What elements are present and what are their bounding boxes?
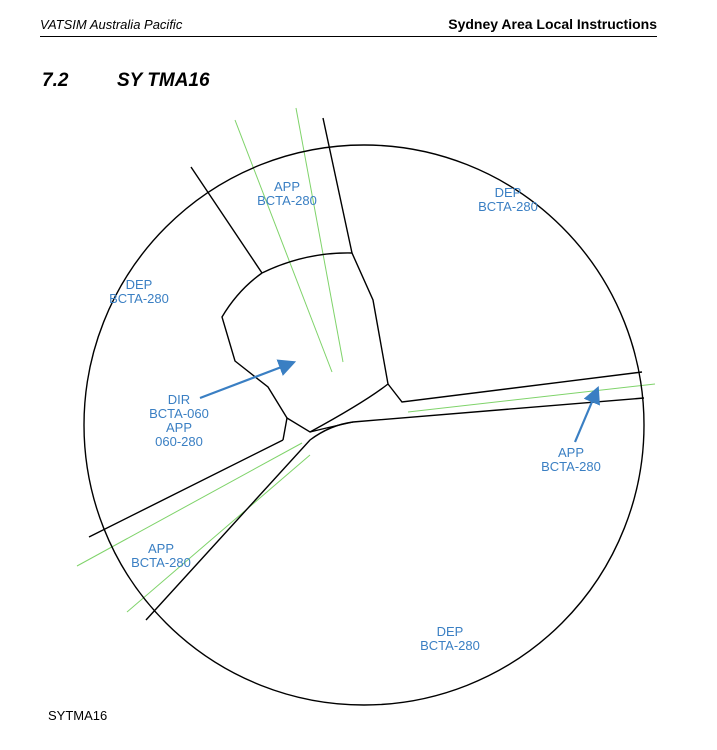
header-organisation: VATSIM Australia Pacific bbox=[40, 17, 183, 32]
section-title: SY TMA16 bbox=[117, 70, 210, 91]
sector-dep-northeast bbox=[478, 185, 538, 214]
boundary-line bbox=[146, 422, 353, 620]
sector-label: DEP bbox=[436, 624, 464, 639]
sector-app-north bbox=[257, 179, 317, 208]
boundary-line bbox=[89, 440, 283, 537]
sector-label: DIR bbox=[167, 392, 191, 407]
sector-dep-south bbox=[420, 624, 480, 653]
sector-label: DEP bbox=[494, 185, 522, 200]
sector-label: BCTA-280 bbox=[109, 291, 169, 306]
boundary-line bbox=[323, 118, 352, 253]
sector-app-east bbox=[541, 445, 601, 474]
boundary-line bbox=[191, 167, 262, 273]
sector-label: BCTA-280 bbox=[420, 638, 480, 653]
boundary-line bbox=[262, 253, 388, 440]
sector-label: BCTA-280 bbox=[257, 193, 317, 208]
sector-label: APP bbox=[273, 179, 301, 194]
header-document-title: Sydney Area Local Instructions bbox=[448, 16, 657, 32]
sector-label: APP bbox=[165, 420, 193, 435]
sector-label: 060-280 bbox=[155, 434, 203, 449]
boundary-line bbox=[222, 273, 287, 418]
section-number: 7.2 bbox=[42, 70, 69, 91]
sector-label: APP bbox=[147, 541, 175, 556]
app-east-arrow bbox=[575, 390, 597, 442]
sector-label: APP bbox=[557, 445, 585, 460]
track-line bbox=[235, 120, 332, 372]
boundary-line bbox=[388, 372, 642, 402]
track-line bbox=[77, 443, 302, 566]
sector-label: BCTA-280 bbox=[478, 199, 538, 214]
sector-label: DEP bbox=[125, 277, 153, 292]
sector-dep-west bbox=[109, 277, 169, 306]
sector-label: BCTA-060 bbox=[149, 406, 209, 421]
sector-app-southwest bbox=[131, 541, 191, 570]
track-line bbox=[127, 455, 310, 612]
sector-dir-center bbox=[149, 392, 209, 449]
sector-label: BCTA-280 bbox=[541, 459, 601, 474]
sector-label: BCTA-280 bbox=[131, 555, 191, 570]
dir-sector-arrow bbox=[200, 363, 292, 398]
track-lines bbox=[77, 108, 655, 612]
diagram-reference-label: SYTMA16 bbox=[48, 708, 108, 723]
